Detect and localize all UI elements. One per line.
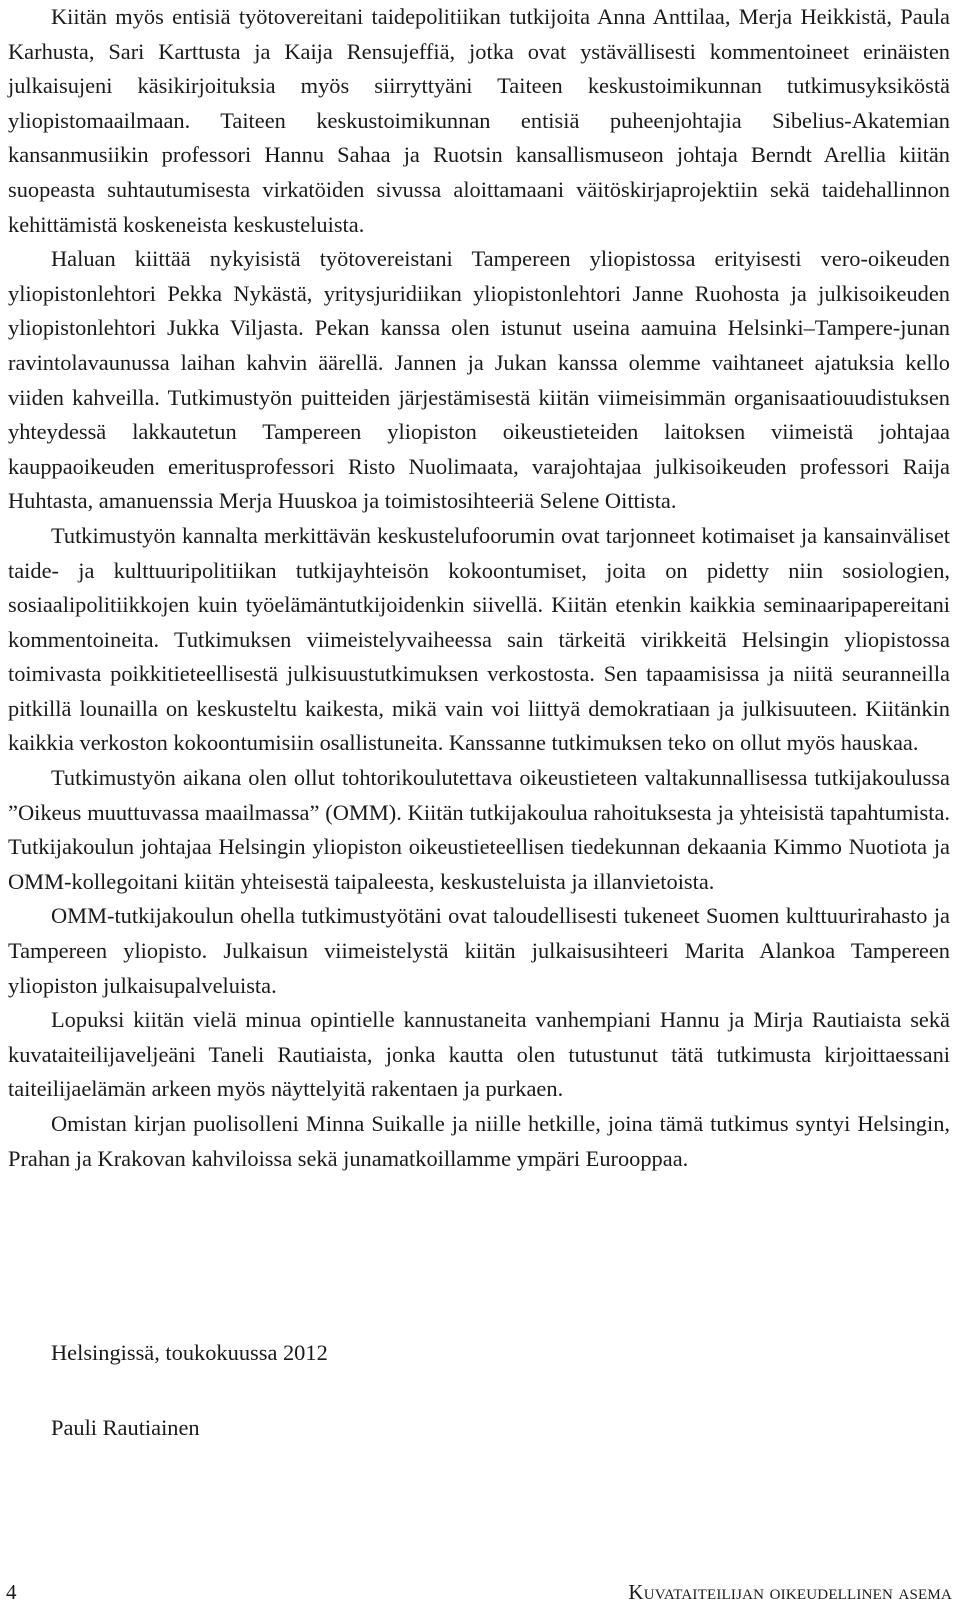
author-signature: Pauli Rautiainen: [51, 1415, 200, 1440]
paragraph-6: Lopuksi kiitän vielä minua opintielle kannustaneita vanhempiani Hannu ja Mirja Rautiaista sekä kuvataiteilijaveljeäni Taneli Rautiaista, jonka kautta olen tutustunut tätä tutkimusta kirjoittaessani taiteilijaelämän arkeen myös näyttelyitä rakentaen ja purkaen.: [8, 1007, 950, 1102]
running-title: Kuvataiteilijan oikeudellinen asema: [628, 1580, 952, 1604]
place-and-date: Helsingissä, toukokuussa 2012: [51, 1340, 328, 1365]
page-footer: [0, 1580, 960, 1610]
page-number: 4: [6, 1580, 17, 1604]
paragraph-4: Tutkimustyön aikana olen ollut tohtorikoulutettava oikeustieteen valtakunnallisessa tutkijakoulussa ”Oikeus muuttuvassa maailmassa” (OMM). Kiitän tutkijakoulua rahoituksesta ja yhteisistä tapahtumista. Tutkijakoulun johtajaa Helsingin yliopiston oikeustieteellisen tiedekunnan dekaania Kimmo Nuotiota ja OMM-kollegoitani kiitän yhteisestä taipaleesta, keskusteluista ja illanvietoista.: [8, 765, 950, 894]
paragraph-5: OMM-tutkijakoulun ohella tutkimustyötäni ovat taloudellisesti tukeneet Suomen kulttuurirahasto ja Tampereen yliopisto. Julkaisun viimeistelystä kiitän julkaisusihteeri Marita Alankoa Tampereen yliopiston julkaisupalveluista.: [8, 903, 950, 998]
document-page: [8, 0, 950, 1176]
paragraph-3: Tutkimustyön kannalta merkittävän keskustelufoorumin ovat tarjonneet kotimaiset ja kansainväliset taide- ja kulttuuripolitiikan tutkijayhteisön kokoontumiset, joita on pidetty niin sosiologien, sosiaalipolitiikkojen kuin työelämäntutkijoidenkin siivellä. Kiitän etenkin kaikkia seminaaripapereitani kommentoineita. Tutkimuksen viimeistelyvaiheessa sain tärkeitä virikkeitä Helsingin yliopistossa toimivasta poikkitieteellisestä julkisuustutkimuksen verkostosta. Sen tapaamisissa ja niitä seuranneilla pitkillä lounailla on keskusteltu kaikesta, mikä vain voi liittyä demokratiaan ja julkisuuteen. Kiitänkin kaikkia verkoston kokoontumisiin osallistuneita. Kanssanne tutkimuksen teko on ollut myös hauskaa.: [8, 522, 950, 756]
paragraph-2: Haluan kiittää nykyisistä työtovereistani Tampereen yliopistossa erityisesti vero-oikeuden yliopistonlehtori Pekka Nykästä, yritysjuridiikan yliopistonlehtori Janne Ruohosta ja julkisoikeuden yliopistonlehtori Jukka Viljasta. Pekan kanssa olen istunut useina aamuina Helsinki–Tampere-junan ravintolavaunussa laihan kahvin äärellä. Jannen ja Jukan kanssa olemme vaihtaneet ajatuksia kello viiden kahveilla. Tutkimustyön puitteiden järjestämisestä kiitän viimeisimmän organisaatiouudistuksen yhteydessä lakkautetun Tampereen yliopiston oikeustieteiden laitoksen viimeistä johtajaa kauppaoikeuden emeritusprofessori Risto Nuolimaata, varajohtajaa julkisoikeuden professori Raija Huhtasta, amanuenssia Merja Huuskoa ja toimistosihteeriä Selene Oittista.: [8, 246, 950, 514]
paragraph-1: Kiitän myös entisiä työtovereitani taidepolitiikan tutkijoita Anna Anttilaa, Merja Heikkistä, Paula Karhusta, Sari Karttusta ja Kaija Rensujeffiä, jotka ovat ystävällisesti kommentoineet erinäisten julkaisujeni käsikirjoituksia myös siirryttyäni Taiteen keskustoimikunnan tutkimusyksiköstä yliopistomaailmaan. Taiteen keskustoimikunnan entisiä puheenjohtajia Sibelius-Akatemian kansanmusiikin professori Hannu Sahaa ja Ruotsin kansallismuseon johtaja Berndt Arellia kiitän suopeasta suhtautumisesta virkatöiden sivussa aloittamaani väitöskirjaprojektiin sekä taidehallinnon kehittämistä koskeneista keskusteluista.: [8, 4, 950, 237]
paragraph-7: Omistan kirjan puolisolleni Minna Suikalle ja niille hetkille, joina tämä tutkimus syntyi Helsingin, Prahan ja Krakovan kahviloissa sekä junamatkoillamme ympäri Eurooppaa.: [8, 1111, 950, 1171]
